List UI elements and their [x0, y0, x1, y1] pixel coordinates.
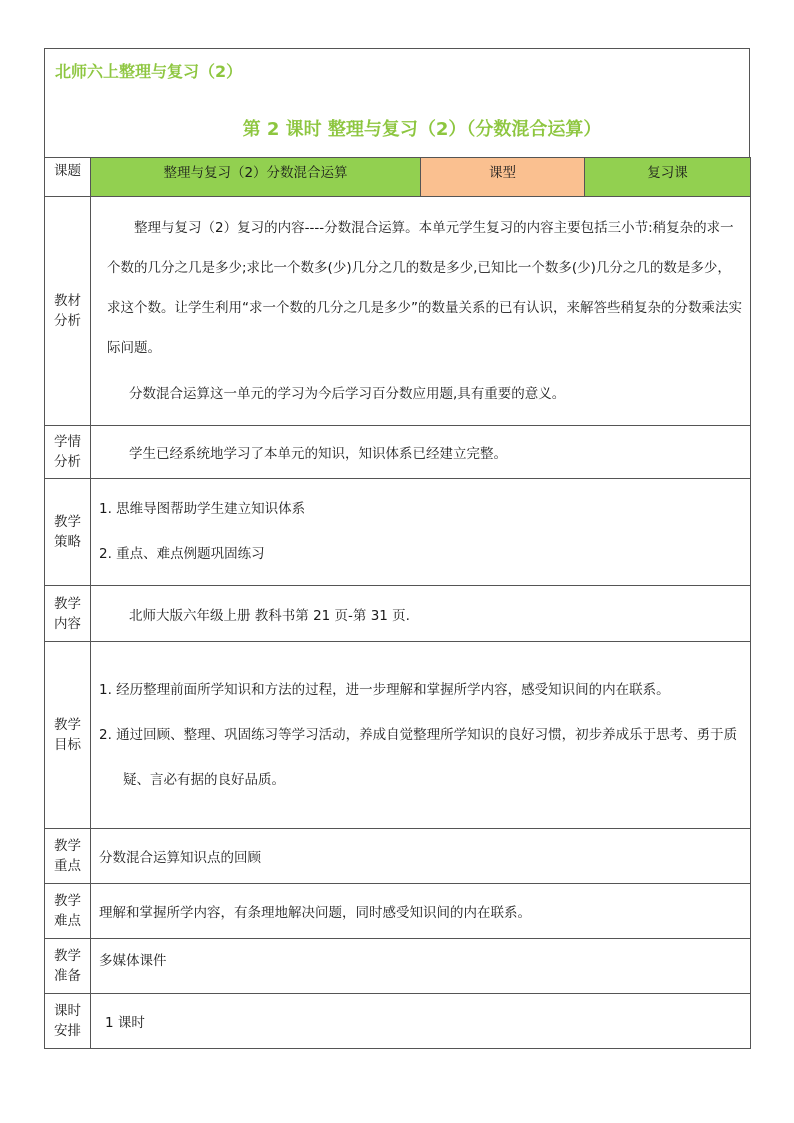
goals-content: [91, 642, 751, 829]
prep-text: 多媒体课件: [91, 939, 751, 994]
difficulty-row: [45, 884, 751, 939]
content-row: [45, 586, 751, 642]
strategy-label: 教学策略: [45, 479, 91, 586]
goal-item: 2. 通过回顾、整理、巩固练习等学习活动，养成自觉整理所学知识的良好习惯，初步养成乐于思考、勇于质疑、言必有据的良好品质。: [99, 726, 738, 788]
prep-row: [45, 939, 751, 994]
analysis-paragraph-1: 整理与复习（2）复习的内容----分数混合运算。本单元学生复习的内容主要包括三小节:稍复杂的求一个数的几分之几是多少;求比一个数多(少)几分之几的数是多少,已知比一个数多(少)几分之几的数是多少，求这个数。让学生利用“求一个数的几分之几是多少”的数量关系的已有认识，来解答些稍复杂的分数乘法实际问题。: [107, 220, 742, 356]
keypoint-label: 教学重点: [45, 829, 91, 884]
analysis-content: [91, 197, 751, 426]
schedule-text: 1 课时: [91, 994, 751, 1049]
situation-row: [45, 426, 751, 479]
keypoint-row: [45, 829, 751, 884]
doc-title-text: 第 2 课时 整理与复习（2）（分数混合运算）: [242, 119, 602, 140]
lesson-type-label: 课型: [421, 158, 585, 197]
strategy-content: [91, 479, 751, 586]
difficulty-label: 教学难点: [45, 884, 91, 939]
lesson-type-value: 复习课: [585, 158, 751, 197]
goal-item: 1. 经历整理前面所学知识和方法的过程，进一步理解和掌握所学内容，感受知识间的内在联系。: [99, 681, 670, 698]
content-label: 教学内容: [45, 586, 91, 642]
lesson-plan: [44, 48, 750, 1049]
strategy-item: 2. 重点、难点例题巩固练习: [99, 546, 265, 562]
topic-row: [45, 158, 751, 197]
content-text: 北师大版六年级上册 教科书第 21 页-第 31 页.: [91, 586, 751, 642]
strategy-item: 1. 思维导图帮助学生建立知识体系: [99, 501, 306, 517]
analysis-paragraph-2: 分数混合运算这一单元的学习为今后学习百分数应用题,具有重要的意义。: [129, 386, 566, 402]
goals-row: [45, 642, 751, 829]
doc-subtitle: 北师六上整理与复习（2）: [55, 62, 243, 81]
topic-value: 整理与复习（2）分数混合运算: [91, 158, 421, 197]
goals-label: 教学目标: [45, 642, 91, 829]
difficulty-text: 理解和掌握所学内容，有条理地解决问题，同时感受知识间的内在联系。: [91, 884, 751, 939]
keypoint-text: 分数混合运算知识点的回顾: [91, 829, 751, 884]
analysis-label: 教材分析: [45, 197, 91, 426]
lesson-table: [44, 157, 751, 1049]
analysis-row: [45, 197, 751, 426]
situation-text: 学生已经系统地学习了本单元的知识，知识体系已经建立完整。: [91, 426, 751, 479]
doc-title: [45, 115, 749, 141]
schedule-row: [45, 994, 751, 1049]
strategy-row: [45, 479, 751, 586]
situation-label: 学情分析: [45, 426, 91, 479]
schedule-label: 课时安排: [45, 994, 91, 1049]
topic-label: 课题: [45, 158, 91, 197]
prep-label: 教学准备: [45, 939, 91, 994]
header-box: [44, 48, 750, 157]
